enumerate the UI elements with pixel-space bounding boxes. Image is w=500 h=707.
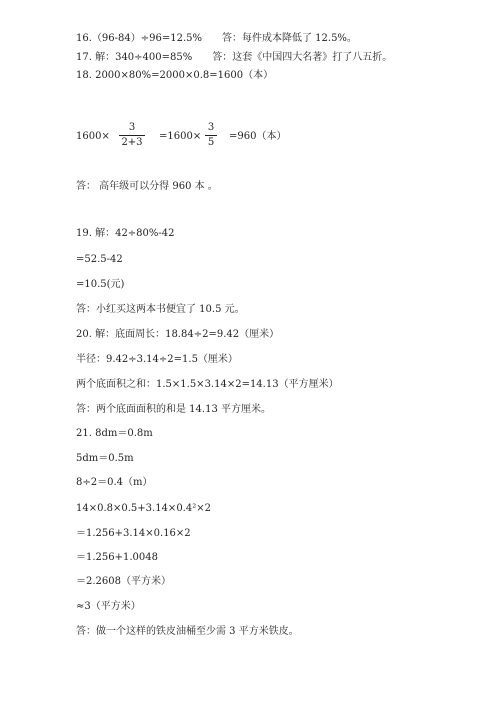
q17-line (76, 52, 392, 64)
q21-line-1: 21. 8dm＝0.8m (76, 428, 153, 439)
q18-answer: 答： 高年级可以分得 960 本 。 (76, 181, 218, 192)
q19-answer: 答：小红买这两本书便宜了 10.5 元。 (76, 304, 245, 315)
q21-line-6: ＝1.256+1.0048 (76, 552, 158, 563)
q20-line-3: 两个底面积之和：1.5×1.5×3.14×2=14.13（平方厘米） (76, 379, 339, 390)
q18-fraction-1-bar (119, 135, 145, 136)
q18-fraction-1 (119, 122, 145, 148)
q19-line-3: =10.5(元) (76, 279, 125, 290)
q20-line-2: 半径：9.42÷3.14÷2=1.5（厘米） (76, 354, 238, 365)
q21-line-2: 5dm＝0.5m (76, 453, 134, 464)
q21-line-5: ＝1.256+3.14×0.16×2 (76, 528, 191, 539)
q21-line-4: 14×0.8×0.5+3.14×0.4²×2 (76, 503, 211, 514)
q16-line (76, 33, 357, 45)
q17-equation: 17. 解：340÷400=85% (76, 52, 193, 63)
q21-answer: 答：做一个这样的铁皮油桶至少需 3 平方米铁皮。 (76, 626, 299, 637)
q18-fraction-2-denominator: 5 (207, 137, 215, 148)
q18-fraction-2-numerator: 3 (207, 122, 215, 133)
q20-answer: 答：两个底面面积的和是 14.13 平方厘米。 (76, 404, 271, 415)
q16-answer: 答：每件成本降低了 12.5%。 (221, 33, 357, 44)
q18-fraction-1-denominator: 2+3 (121, 137, 143, 148)
q21-line-8: ≈3（平方米） (76, 601, 141, 612)
q18-fraction-2-bar (205, 135, 217, 136)
q18-calc-result: =960（本） (229, 131, 287, 142)
q19-line-2: =52.5-42 (76, 254, 123, 265)
q21-line-3: 8÷2＝0.4（m） (76, 477, 153, 488)
q18-line: 18. 2000×80%=2000×0.8=1600（本） (76, 70, 274, 81)
q19-line-1: 19. 解：42÷80%-42 (76, 228, 175, 239)
q18-calc-mid: =1600× (159, 131, 202, 142)
q21-line-7: ＝2.2608（平方米） (76, 576, 171, 587)
q16-equation: 16.（96-84）÷96=12.5% (76, 33, 202, 44)
q18-fraction-2 (205, 122, 217, 148)
q17-answer: 答：这套《中国四大名著》打了八五折。 (212, 52, 393, 63)
q20-line-1: 20. 解：底面周长：18.84÷2=9.42（厘米） (76, 329, 280, 340)
q18-calc-prefix: 1600× (76, 131, 110, 142)
q18-fraction-1-numerator: 3 (128, 122, 136, 133)
